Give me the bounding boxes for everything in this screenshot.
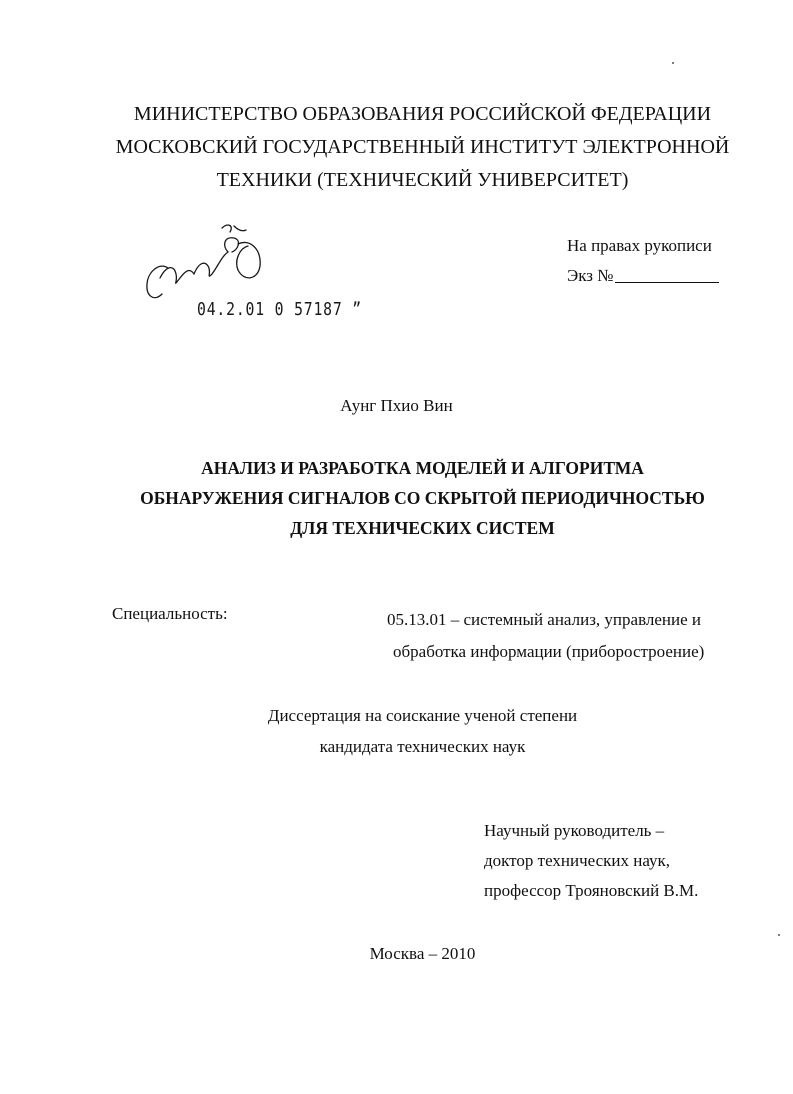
degree-statement bbox=[0, 700, 793, 762]
institution-header bbox=[0, 98, 793, 197]
specialty-value bbox=[387, 604, 704, 668]
scan-speck bbox=[672, 62, 674, 64]
city-year: Москва – 2010 bbox=[369, 944, 476, 963]
specialty-label: Специальность: bbox=[112, 604, 228, 623]
dissertation-title bbox=[0, 453, 793, 543]
degree-line-1: Диссертация на соискание ученой степени bbox=[267, 706, 578, 725]
copy-number-row bbox=[567, 261, 719, 291]
handwritten-signature bbox=[138, 216, 278, 306]
supervisor-block bbox=[484, 816, 698, 906]
supervisor-role: Научный руководитель – bbox=[484, 821, 665, 840]
title-line-3: ДЛЯ ТЕХНИЧЕСКИХ СИСТЕМ bbox=[290, 518, 555, 538]
university-line: ТЕХНИКИ (ТЕХНИЧЕСКИЙ УНИВЕРСИТЕТ) bbox=[216, 169, 629, 191]
supervisor-name: профессор Трояновский В.М. bbox=[484, 881, 699, 900]
title-line-2: ОБНАРУЖЕНИЯ СИГНАЛОВ СО СКРЫТОЙ ПЕРИОДИЧНОСТЬЮ bbox=[140, 488, 705, 508]
copy-number-label: Экз № bbox=[567, 266, 614, 285]
manuscript-rights-label: На правах рукописи bbox=[567, 236, 712, 255]
ministry-line: МИНИСТЕРСТВО ОБРАЗОВАНИЯ РОССИЙСКОЙ ФЕДЕРАЦИИ bbox=[133, 103, 712, 125]
scan-speck bbox=[778, 934, 780, 936]
degree-line-2: кандидата технических наук bbox=[319, 737, 526, 756]
manuscript-rights-block bbox=[567, 231, 719, 291]
supervisor-degree: доктор технических наук, bbox=[484, 851, 671, 870]
specialty-value-line-1: 05.13.01 – системный анализ, управление и bbox=[387, 610, 701, 629]
title-line-1: АНАЛИЗ И РАЗРАБОТКА МОДЕЛЕЙ И АЛГОРИТМА bbox=[201, 458, 644, 478]
specialty-value-line-2: обработка информации (приборостроение) bbox=[393, 642, 705, 661]
institute-line: МОСКОВСКИЙ ГОСУДАРСТВЕННЫЙ ИНСТИТУТ ЭЛЕКТРОННОЙ bbox=[115, 136, 730, 158]
author-name: Аунг Пхио Вин bbox=[340, 396, 453, 415]
copy-number-blank bbox=[615, 282, 719, 283]
archive-stamp-number: 04.2.01 0 57187 ˮ bbox=[197, 299, 363, 320]
